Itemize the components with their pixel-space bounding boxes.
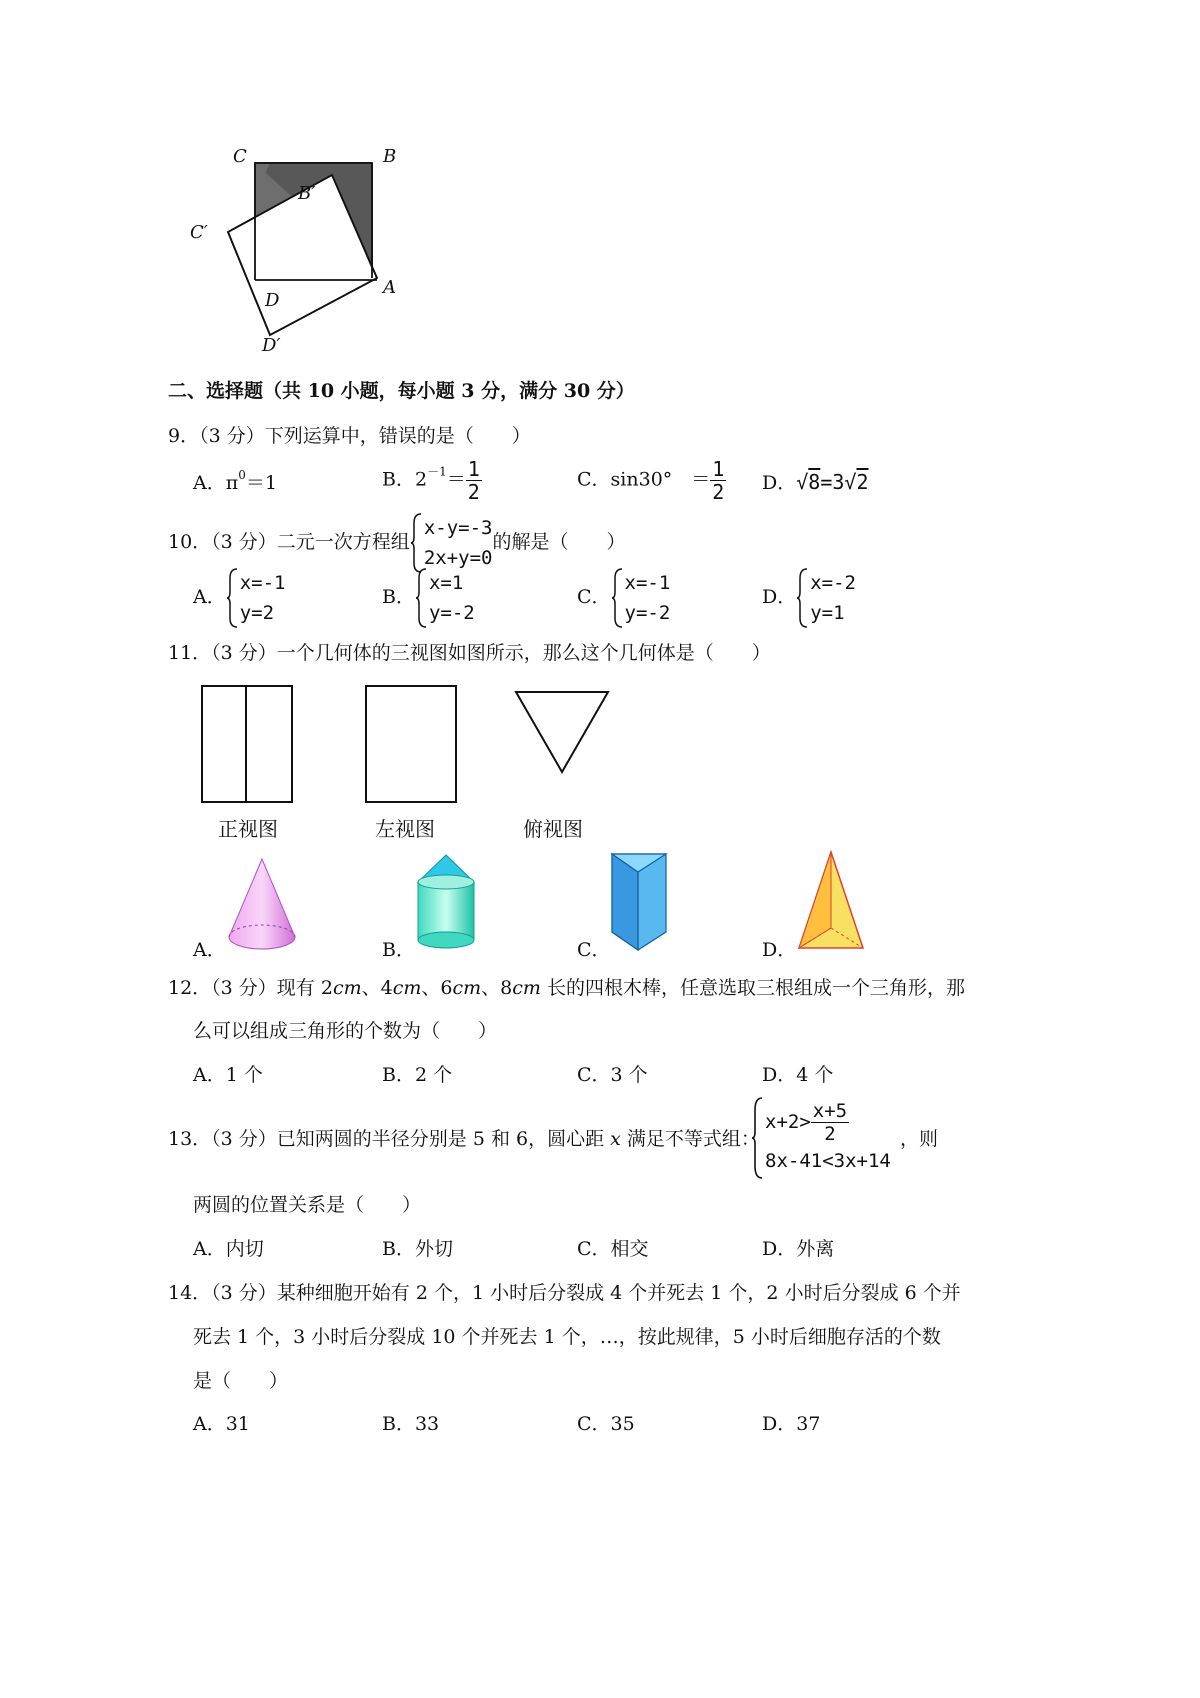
q13-option-a: A．内切 — [193, 1238, 264, 1260]
cylinder-with-cone-figure — [412, 852, 480, 954]
section-title: 二、选择题（共 10 小题，每小题 3 分，满分 30 分） — [168, 380, 635, 402]
triangular-prism-figure — [608, 850, 670, 954]
label-d: D — [265, 290, 280, 311]
q10-stem: 10．（3 分）二元一次方程组 x-y=-3 2x+y=0 的解是（ ） — [168, 513, 625, 573]
q11-option-c-label: C． — [577, 939, 611, 961]
front-view-caption: 正视图 — [218, 819, 278, 841]
q13-ineq1: x+2> $\frac{x+5}{2}$ — [765, 1100, 848, 1145]
cone-figure — [225, 855, 300, 955]
left-view-caption: 左视图 — [375, 819, 435, 841]
q12-option-b: B．2 个 — [382, 1064, 453, 1086]
q9-option-d: D．√8=3√2 — [762, 470, 869, 494]
q14-line1: 14．（3 分）某种细胞开始有 2 个，1 小时后分裂成 4 个并死去 1 个，2 小时后分裂成 6 个并 — [168, 1282, 961, 1304]
label-c-prime: C′ — [190, 222, 208, 243]
q12-option-a: A．1 个 — [193, 1064, 263, 1086]
triangular-pyramid-figure — [795, 848, 867, 954]
q13-line1-text: 13．（3 分）已知两圆的半径分别是 5 和 6，圆心距 x 满足不等式组： — [168, 1128, 760, 1150]
front-view-figure — [198, 682, 298, 806]
q10-option-a: A． x=-1 y=2 — [193, 568, 286, 628]
q13-option-b: B．外切 — [382, 1238, 453, 1260]
q9-stem: 9．（3 分）下列运算中，错误的是（ ） — [168, 425, 531, 447]
top-view-caption: 俯视图 — [523, 819, 583, 841]
rotated-square-figure — [180, 140, 430, 370]
label-c: C — [233, 146, 247, 167]
q12-line2: 么可以组成三角形的个数为（ ） — [193, 1020, 498, 1042]
q9-option-b: B．$2^{-1}=$ $\frac{1}{2}$ — [382, 457, 480, 504]
q14-option-d: D．37 — [762, 1413, 821, 1435]
label-a: A — [383, 277, 396, 298]
label-b-prime: B′ — [298, 183, 316, 204]
q12-option-c: C．3 个 — [577, 1064, 648, 1086]
q13-option-d: D．外离 — [762, 1238, 835, 1260]
q13-system-brace — [750, 1096, 764, 1180]
q11-option-b-label: B． — [382, 939, 415, 961]
q13-line2: 两圆的位置关系是（ ） — [193, 1194, 422, 1216]
q11-option-a-label: A． — [193, 939, 226, 961]
q10-option-b: B． x=1 y=-2 — [382, 568, 475, 628]
label-d-prime: D′ — [262, 335, 281, 356]
q9-option-a: A．$\pi^0=1$ — [193, 468, 277, 494]
q14-option-c: C．35 — [577, 1413, 635, 1435]
q12-option-d: D．4 个 — [762, 1064, 834, 1086]
q10-option-d: D． x=-2 y=1 — [762, 568, 856, 628]
left-view-figure — [362, 682, 462, 806]
q14-line3: 是（ ） — [193, 1370, 289, 1392]
top-view-figure — [512, 688, 612, 778]
q14-option-b: B．33 — [382, 1413, 440, 1435]
q11-option-d-label: D． — [762, 939, 797, 961]
q13-option-c: C．相交 — [577, 1238, 649, 1260]
q11-stem: 11．（3 分）一个几何体的三视图如图所示，那么这个几何体是（ ） — [168, 642, 771, 664]
q10-option-c: C． x=-1 y=-2 — [577, 568, 670, 628]
q13-ineq2: 8x-41<3x+14 — [765, 1150, 891, 1172]
label-b: B — [383, 146, 397, 167]
q9-option-c: C．sin30° ＝ $\frac{1}{2}$ — [577, 457, 725, 504]
q12-line1: 12．（3 分）现有 2cm、4cm、6cm、8cm 长的四根木棒，任意选取三根组成一个三角形，那 — [168, 977, 965, 999]
q14-line2: 死去 1 个，3 小时后分裂成 10 个并死去 1 个，…，按此规律，5 小时后细胞存活的个数 — [193, 1326, 941, 1348]
q14-option-a: A．31 — [193, 1413, 250, 1435]
q13-line1-end: ，则 — [900, 1128, 939, 1150]
